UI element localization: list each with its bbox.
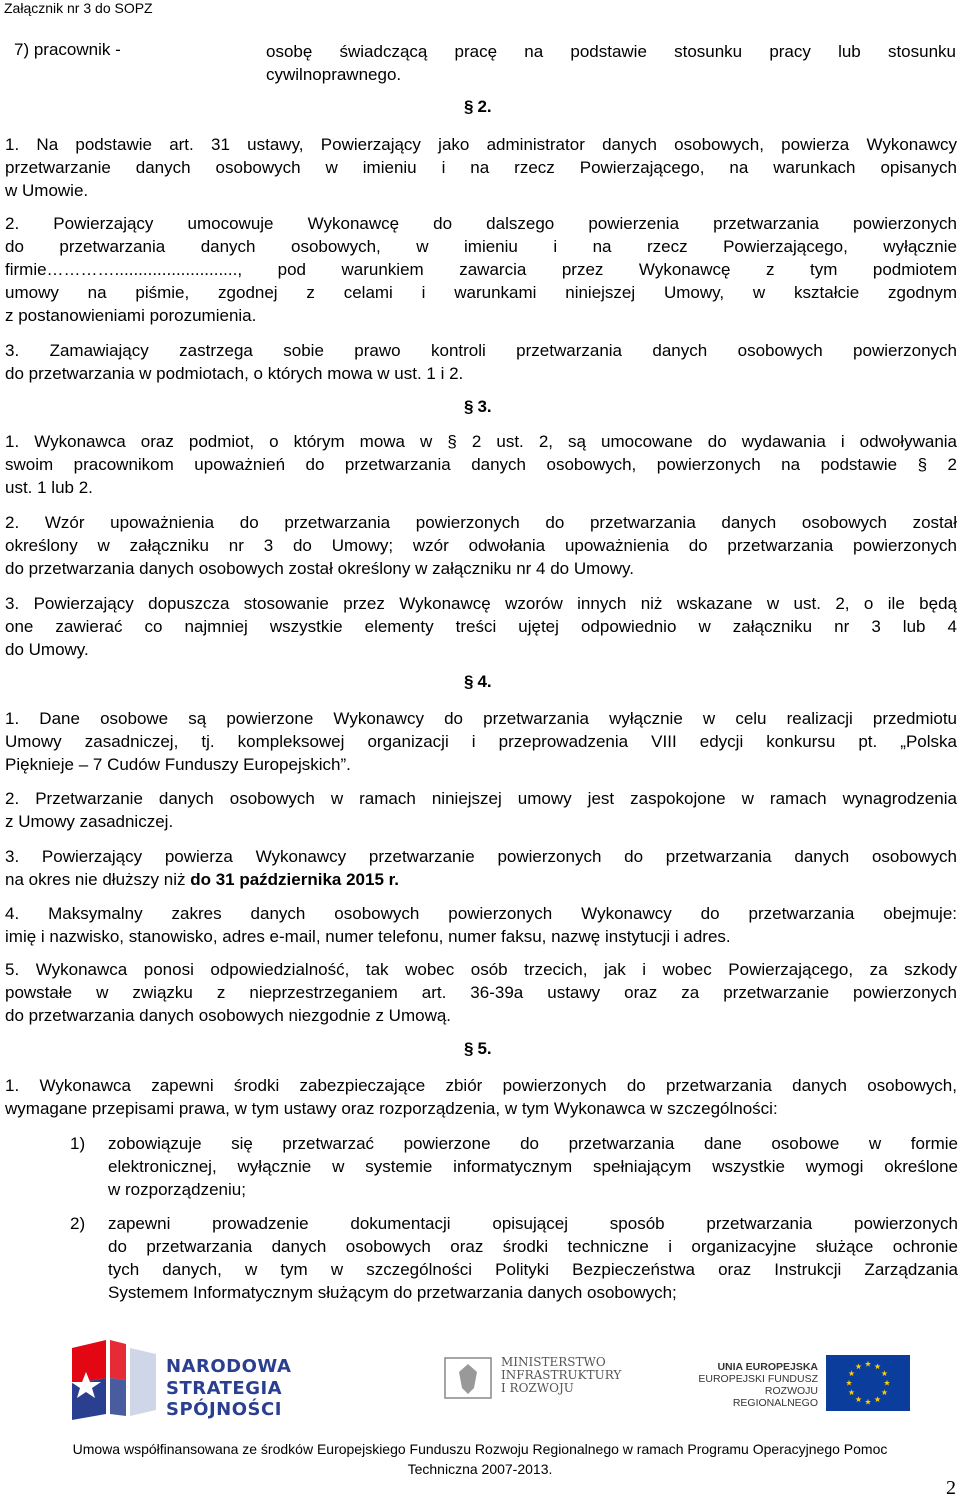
eu-star-icon	[865, 1399, 871, 1405]
nss-emblem-icon	[66, 1340, 158, 1420]
section-number: 2.	[477, 97, 492, 116]
paragraph-line: powstałe w związku z nieprzestrzeganiem art. 36-39a ustawy oraz za przetwarzanie powierzonych	[5, 983, 957, 1002]
ministry-logo-text	[501, 1356, 621, 1395]
paragraph-line: z Umowy zasadniczej.	[5, 812, 174, 831]
paragraph-line: 4. Maksymalny zakres danych osobowych powierzonych Wykonawcy do przetwarzania obejmuje:	[5, 904, 957, 923]
ministry-line2: INFRASTRUKTURY	[501, 1368, 622, 1382]
s5-subitem-2	[70, 1212, 958, 1304]
paragraph-line: elektronicznej, wyłącznie w systemie informatycznym spełniającym wszystkie wymogi określone	[108, 1157, 958, 1176]
eu-flag-icon	[826, 1355, 910, 1411]
paragraph-line: do przetwarzania w podmiotach, o których mowa w ust. 1 i 2.	[5, 364, 464, 383]
paragraph-line: do przetwarzania danych osobowych niezgodnie z Umową.	[5, 1006, 452, 1025]
paragraph-line: tych danych, w tym w szczególności Polityki Bezpieczeństwa oraz Instrukcji Zarządzania	[108, 1260, 958, 1279]
s4-paragraph-1	[5, 707, 957, 776]
paragraph-line: 1. Wykonawca oraz podmiot, o którym mowa w § 2 ust. 2, są umocowane do wydawania i odwoływania	[5, 432, 957, 451]
nss-logo	[66, 1340, 346, 1420]
paragraph-line: do przetwarzania danych osobowych, w imieniu i na rzecz Powierzającego, wyłącznie	[5, 237, 957, 256]
eu-line1: UNIA EUROPEJSKA	[717, 1361, 818, 1373]
s4-paragraph-3	[5, 845, 957, 891]
nss-logo-line1: NARODOWA	[166, 1356, 292, 1377]
eu-line3: ROZWOJU REGIONALNEGO	[732, 1385, 818, 1409]
ministry-logo	[443, 1355, 622, 1400]
s4-paragraph-2	[5, 787, 957, 833]
paragraph-sign: §	[464, 97, 474, 116]
eu-star-icon	[874, 1396, 880, 1402]
paragraph-line: do Umowy.	[5, 640, 89, 659]
paragraph-line	[5, 868, 957, 891]
eu-star-icon	[874, 1363, 880, 1369]
definition-description	[266, 40, 956, 86]
s3-paragraph-2	[5, 511, 957, 580]
subitem-number: 2)	[70, 1214, 86, 1233]
eu-star-icon	[881, 1370, 887, 1376]
paragraph-line: 2. Przetwarzanie danych osobowych w ramach niniejszej umowy jest zaspokojone w ramach wynagrodzenia	[5, 789, 957, 808]
paragraph-line: Systemem Informatycznym służącym do przetwarzania danych osobowych;	[108, 1283, 677, 1302]
paragraph-line: 3. Zamawiający zastrzega sobie prawo kontroli przetwarzania danych osobowych powierzonych	[5, 341, 957, 360]
paragraph-line: 1. Dane osobowe są powierzone Wykonawcy do przetwarzania wyłącznie w celu realizacji przedmiotu	[5, 709, 957, 728]
paragraph-line: Pięknieje – 7 Cudów Funduszy Europejskich”.	[5, 755, 351, 774]
eu-star-icon	[884, 1380, 890, 1386]
paragraph-line: 2. Powierzający umocowuje Wykonawcę do dalszego powierzenia przetwarzania powierzonych	[5, 214, 957, 233]
subitem-number: 1)	[70, 1134, 86, 1153]
eu-logo-text	[698, 1361, 818, 1409]
footer	[0, 1439, 960, 1479]
eu-star-icon	[849, 1370, 855, 1376]
paragraph-line: 5. Wykonawca ponosi odpowiedzialność, tak wobec osób trzecich, jak i wobec Powierzającego, za szkody	[5, 960, 957, 979]
definition-term: 7) pracownik -	[14, 40, 121, 59]
s3-paragraph-3	[5, 592, 957, 661]
eu-line2: EUROPEJSKI FUNDUSZ	[698, 1373, 818, 1385]
ministry-emblem-icon	[443, 1356, 495, 1400]
logo-bar	[0, 1340, 960, 1420]
paragraph-line: one zawierać co najmniej wszystkie elementy treści ujętej odpowiednio w załączniku nr 3 lub 4	[5, 617, 957, 636]
paragraph-line: z postanowieniami porozumienia.	[5, 306, 257, 325]
paragraph-line: do przetwarzania danych osobowych został określony w załączniku nr 4 do Umowy.	[5, 559, 634, 578]
page-header: Załącznik nr 3 do SOPZ	[4, 0, 153, 16]
footer-line1: Umowa współfinansowana ze środków Europejskiego Funduszu Rozwoju Regionalnego w ramach Programu Operacyjnego Pomoc	[72, 1441, 888, 1457]
page-number: 2	[946, 1477, 956, 1499]
section-heading-5	[464, 1039, 492, 1059]
section-heading-3	[464, 397, 492, 417]
subitem-body	[108, 1132, 958, 1201]
paragraph-line: umowy na piśmie, zgodnej z celami i warunkami niniejszej Umowy, w kształcie zgodnym	[5, 283, 957, 302]
paragraph-sign: §	[464, 672, 474, 691]
paragraph-line: do przetwarzania danych osobowych oraz środki techniczne i organizacyjne służące ochronie	[108, 1237, 958, 1256]
paragraph-line: określony w załączniku nr 3 do Umowy; wzór odwołania upoważnienia do przetwarzania powierzonych	[5, 536, 957, 555]
deadline-date: do 31 października 2015 r.	[190, 870, 400, 889]
paragraph-line: 1. Na podstawie art. 31 ustawy, Powierzający jako administrator danych osobowych, powierza Wykonawcy	[5, 135, 957, 154]
paragraph-text: na okres nie dłuższy niż	[5, 870, 191, 889]
paragraph-line: swoim pracownikom upoważnień do przetwarzania danych osobowych, powierzonych na podstawie § 2	[5, 455, 957, 474]
eu-star-icon	[846, 1380, 852, 1386]
s2-paragraph-3	[5, 339, 957, 385]
eu-star-icon	[855, 1363, 861, 1369]
s4-paragraph-4	[5, 902, 957, 948]
ministry-line3: I ROZWOJU	[501, 1381, 574, 1395]
section-heading-2	[464, 97, 492, 117]
eu-star-icon	[881, 1389, 887, 1395]
paragraph-line: Umowy zasadniczej, tj. kompleksowej organizacji i przeprowadzenia VIII edycji konkursu pt. „Polska	[5, 732, 957, 751]
nss-logo-line2: STRATEGIA SPÓJNOŚCI	[166, 1378, 283, 1420]
s3-paragraph-1	[5, 430, 957, 499]
eu-star-icon	[855, 1396, 861, 1402]
subitem-body	[108, 1212, 958, 1304]
section-heading-4	[464, 672, 492, 692]
section-number: 3.	[477, 397, 492, 416]
ministry-line1: MINISTERSTWO	[501, 1355, 606, 1369]
paragraph-line: wymagane przepisami prawa, w tym ustawy oraz rozporządzenia, w tym Wykonawca w szczególności:	[5, 1099, 778, 1118]
section-number: 4.	[477, 672, 492, 691]
paragraph-line: w rozporządzeniu;	[108, 1180, 246, 1199]
eu-star-icon	[849, 1389, 855, 1395]
s5-subitem-1	[70, 1132, 958, 1201]
paragraph-line: 3. Powierzający powierza Wykonawcy przetwarzanie powierzonych do przetwarzania danych osobowych	[5, 847, 957, 866]
paragraph-sign: §	[464, 397, 474, 416]
paragraph-line: zobowiązuje się przetwarzać powierzone do przetwarzania dane osobowe w formie	[108, 1134, 958, 1153]
paragraph-line: 2. Wzór upoważnienia do przetwarzania powierzonych do przetwarzania danych osobowych został	[5, 513, 957, 532]
paragraph-line: 1. Wykonawca zapewni środki zabezpieczające zbiór powierzonych do przetwarzania danych osobowych,	[5, 1076, 957, 1095]
paragraph-line: przetwarzanie danych osobowych w imieniu i na rzecz Powierzającego, na warunkach opisanych	[5, 158, 957, 177]
paragraph-line: imię i nazwisko, stanowisko, adres e-mail, numer telefonu, numer faksu, nazwę instytucji i adres.	[5, 927, 731, 946]
s4-paragraph-5	[5, 958, 957, 1027]
s2-paragraph-1	[5, 133, 957, 202]
paragraph-line: 3. Powierzający dopuszcza stosowanie przez Wykonawcę wzorów innych niż wskazane w ust. 2, o ile będą	[5, 594, 957, 613]
paragraph-line: ust. 1 lub 2.	[5, 478, 93, 497]
paragraph-line: w Umowie.	[5, 181, 89, 200]
s5-paragraph-1	[5, 1074, 957, 1120]
eu-logo	[698, 1355, 958, 1415]
footer-line2: Techniczna 2007-2013.	[407, 1461, 553, 1477]
section-number: 5.	[477, 1039, 492, 1058]
definition-line: cywilnoprawnego.	[266, 65, 402, 84]
paragraph-line: zapewni prowadzenie dokumentacji opisującej sposób przetwarzania powierzonych	[108, 1214, 958, 1233]
paragraph-line: firmie………….........................., pod warunkiem zawarcia przez Wykonawcę z tym podmiotem	[5, 260, 957, 279]
definition-line: osobę świadczącą pracę na podstawie stosunku pracy lub stosunku	[266, 42, 956, 61]
eu-star-icon	[865, 1361, 871, 1367]
s2-paragraph-2	[5, 212, 957, 327]
paragraph-sign: §	[464, 1039, 474, 1058]
